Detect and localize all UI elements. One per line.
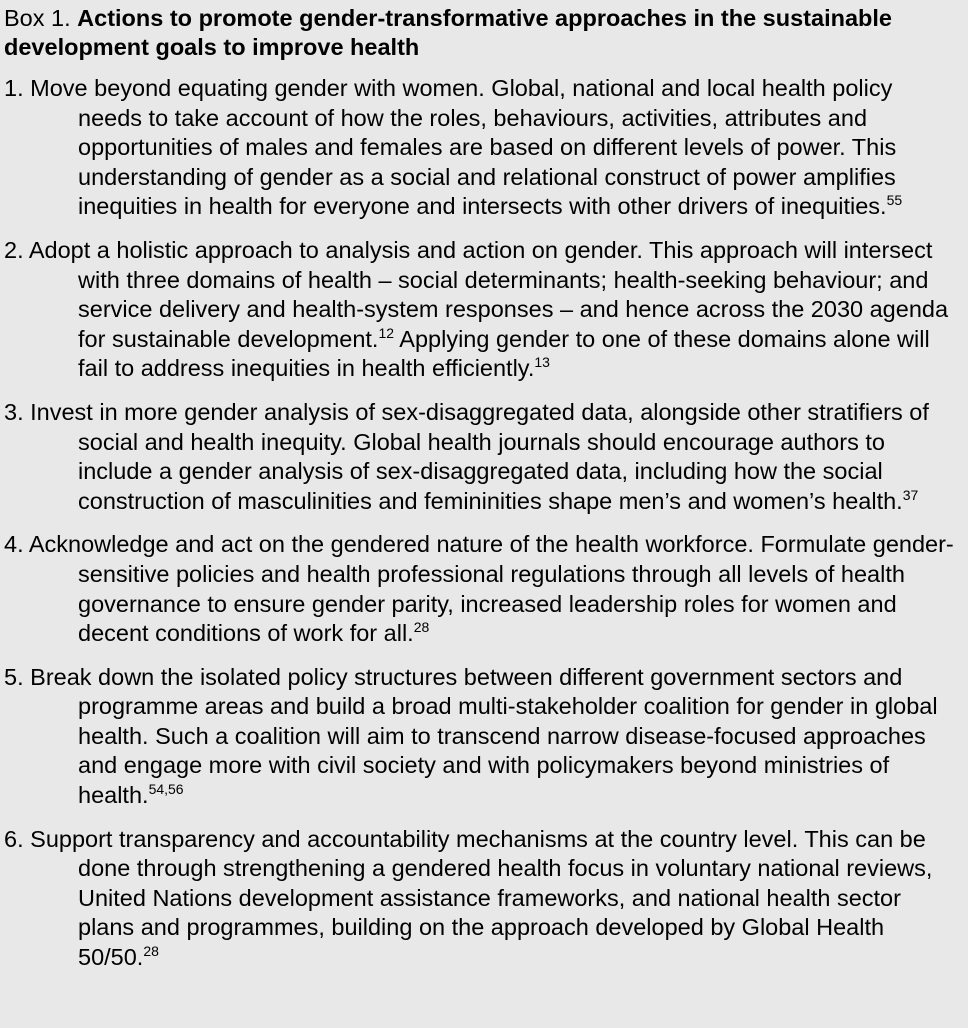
reference-superscript: 13 (534, 354, 550, 371)
action-text: Applying gender to one of these domains alone will fail to address inequities in health efficiently. (78, 325, 930, 382)
action-item (4, 398, 962, 516)
action-number: 4. (4, 531, 29, 558)
box-title (4, 4, 962, 62)
action-number: 3. (4, 398, 31, 425)
action-number: 5. (4, 663, 31, 690)
action-item (4, 236, 962, 384)
action-text: Support transparency and accountability mechanisms at the country level. This can be done through strengthening a gendered health focus in voluntary national reviews, United Nations development assistance frameworks, and national health sector plans and programmes, building on the approach developed by Global Health 50/50. (30, 825, 933, 971)
reference-superscript: 28 (413, 619, 430, 636)
action-text: Break down the isolated policy structures between different government sectors and programme areas and build a broad multi-stakeholder coalition for gender in global health. Such a coalition will aim to transcend narrow disease-focused approaches and engage more with civil society and with policymakers beyond ministries of health. (30, 663, 938, 809)
box-heading: Actions to promote gender-transformative approaches in the sustainable development goals to improve health (4, 5, 892, 60)
action-text: Adopt a holistic approach to analysis and action on gender. This approach will intersect with three domains of health – social determinants; health-seeking behaviour; and service delivery and health-system responses – and hence across the 2030 agenda for sustainable development. (28, 236, 949, 352)
action-number: 2. (4, 236, 29, 263)
action-item (4, 530, 962, 648)
reference-superscript: 37 (902, 486, 919, 503)
action-item (4, 825, 962, 973)
action-list (4, 74, 962, 973)
action-text: Invest in more gender analysis of sex-disaggregated data, alongside other stratifiers of social and health inequity. Global health journals should encourage authors to include a gender analysis of sex-disaggregated data, including how the social construction of masculinities and femininities shape men’s and women’s health. (30, 398, 929, 514)
action-item (4, 663, 962, 811)
action-text: Acknowledge and act on the gendered nature of the health workforce. Formulate gender-sensitive policies and health professional regulations through all levels of health governance to ensure gender parity, increased leadership roles for women and decent conditions of work for all. (28, 531, 954, 647)
box-label: Box 1. (4, 5, 71, 31)
reference-superscript: 28 (143, 943, 159, 960)
action-text: Move beyond equating gender with women. Global, national and local health policy needs to take account of how the roles, behaviours, activities, attributes and opportunities of males and females are based on different levels of power. This understanding of gender as a social and relational construct of power amplifies inequities in health for everyone and intersects with other drivers of inequities. (30, 75, 897, 220)
reference-superscript: 54,56 (148, 781, 184, 798)
reference-superscript: 55 (886, 192, 903, 209)
action-number: 1. (4, 75, 31, 101)
action-number: 6. (4, 825, 31, 852)
reference-superscript: 12 (378, 324, 395, 341)
action-item (4, 74, 962, 222)
